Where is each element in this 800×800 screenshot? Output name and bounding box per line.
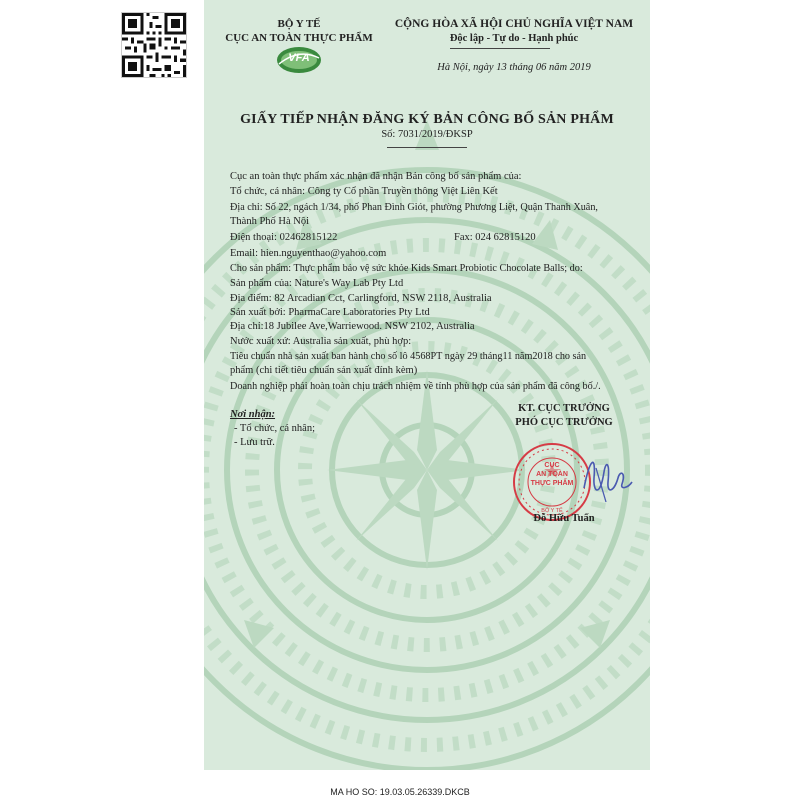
department-name: CỤC AN TOÀN THỰC PHẨM	[225, 32, 373, 44]
signer-title-2: PHÓ CỤC TRƯỞNG	[515, 417, 613, 428]
standard-line-2: phẩm (chi tiết tiêu chuẩn sản xuất đính kèm)	[230, 365, 418, 376]
handwritten-signature	[576, 448, 636, 506]
ministry-name: BỘ Y TẾ	[277, 18, 321, 30]
document-title: GIẤY TIẾP NHẬN ĐĂNG KÝ BẢN CÔNG BỐ SẢN PHẨM	[240, 112, 614, 127]
recipients-heading: Nơi nhận:	[230, 409, 276, 420]
fax-line: Fax: 024 62815120	[454, 232, 536, 243]
document-number: Số: 7031/2019/ĐKSP	[381, 129, 473, 140]
seal-ring-text: BỘ Y TẾ	[541, 508, 563, 514]
seal-text-2: AN TOÀN	[536, 471, 568, 478]
motto-underline	[450, 48, 550, 49]
standard-line-1: Tiêu chuẩn nhà sản xuất ban hành cho số lô 4568PT ngày 29 tháng11 năm2018 cho sản	[230, 351, 587, 362]
product-of-line: Sản phẩm của: Nature's Way Lab Pty Ltd	[230, 278, 404, 289]
signer-name: Đỗ Hữu Tuấn	[533, 513, 595, 524]
location-line: Địa điểm: 82 Arcadian Cct, Carlingford, NSW 2118, Australia	[230, 293, 492, 304]
manufacturer-line: Sản xuất bởi: PharmaCare Laboratories Pty Ltd	[230, 307, 430, 318]
certificate-document	[204, 0, 650, 770]
national-motto: Độc lập - Tự do - Hạnh phúc	[449, 33, 579, 44]
signer-title-1: KT. CỤC TRƯỞNG	[518, 403, 610, 414]
place-date: Hà Nội, ngày 13 tháng 06 năm 2019	[437, 62, 591, 73]
responsibility-line: Doanh nghiệp phải hoàn toàn chịu trách nhiệm về tính phù hợp của sản phẩm đã công bố./.	[230, 381, 601, 392]
seal-text-3: THỰC PHẨM	[530, 480, 574, 487]
title-rule	[387, 147, 467, 148]
manufacturer-address-line: Địa chỉ:18 Jubilee Ave,Warriewood. NSW 2102, Australia	[230, 321, 475, 332]
dossier-code: MA HO SO: 19.03.05.26339.DKCB	[330, 787, 470, 797]
qr-code	[121, 12, 187, 78]
address-line-2: Thành Phố Hà Nội	[230, 216, 310, 227]
recipient-item: - Tổ chức, cá nhân;	[234, 423, 316, 434]
origin-line: Nước xuất xứ: Australia sản xuất, phù hợp:	[230, 336, 412, 347]
product-line: Cho sản phẩm: Thực phẩm bảo vệ sức khỏe Kids Smart Probiotic Chocolate Balls; do:	[230, 263, 583, 274]
address-line-1: Địa chỉ: Số 22, ngách 1/34, phố Phan Đình Giót, phường Phương Liệt, Quận Thanh Xuân,	[230, 202, 598, 213]
intro-line: Cục an toàn thực phẩm xác nhận đã nhận Bản công bố sản phẩm của:	[230, 171, 522, 182]
seal-text-1: CỤC	[544, 462, 560, 469]
email-line: Email: hien.nguyenthao@yahoo.com	[230, 248, 387, 259]
organization-line: Tổ chức, cá nhân: Công ty Cổ phần Truyền thông Việt Liên Kết	[230, 186, 498, 197]
phone-line: Điện thoại: 02462815122	[230, 232, 338, 243]
vfa-logo-text: VFA	[288, 52, 310, 64]
recipient-item: - Lưu trữ.	[234, 437, 275, 448]
country-name: CỘNG HÒA XÃ HỘI CHỦ NGHĨA VIỆT NAM	[394, 18, 634, 30]
